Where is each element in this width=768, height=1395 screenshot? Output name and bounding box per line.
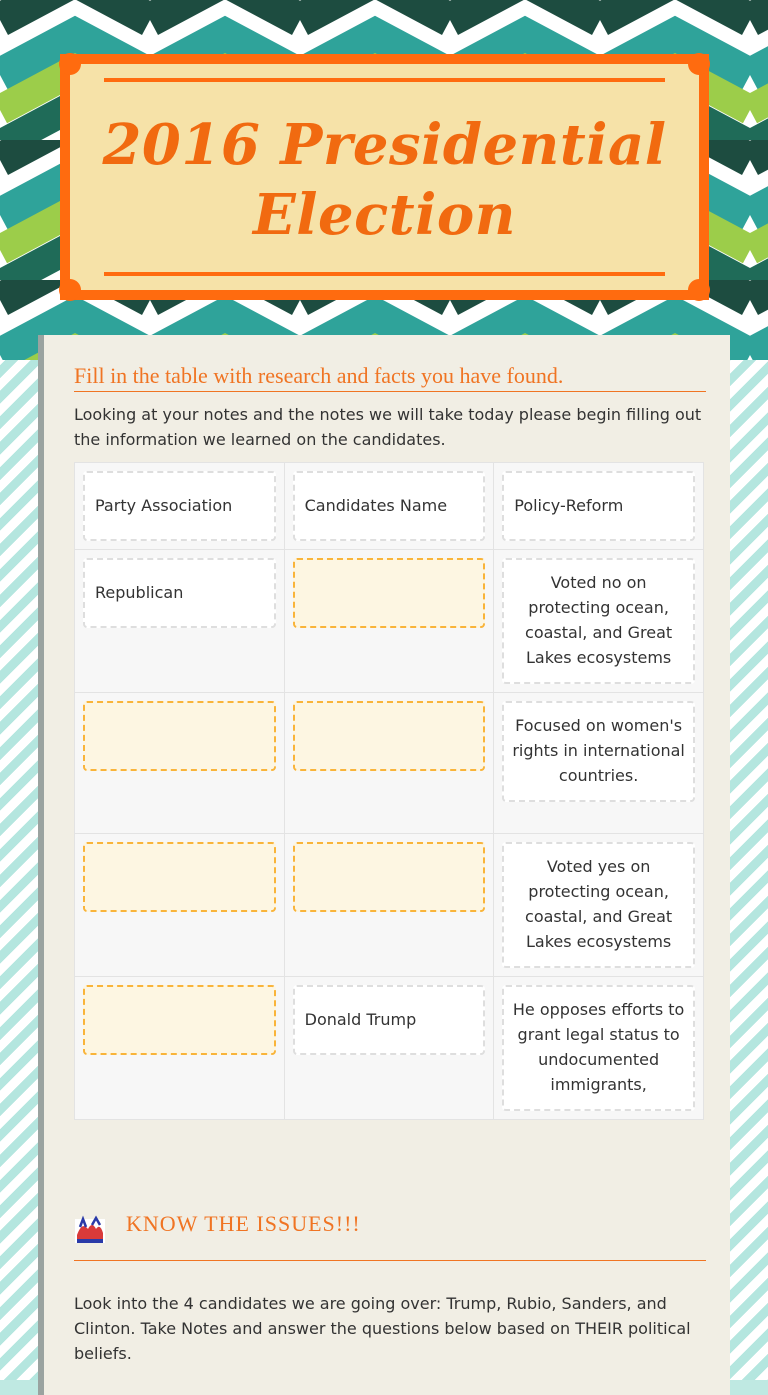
election-icon: [74, 1215, 106, 1247]
banner-corner: [688, 53, 710, 75]
issues-heading: KNOW THE ISSUES!!!: [126, 1211, 361, 1236]
party-drop-zone[interactable]: [83, 985, 276, 1055]
issues-text: Look into the 4 candidates we are going over: Trump, Rubio, Sanders, and Clinton. Take Notes and answer the questions below based on THEIR political beliefs.: [74, 1294, 691, 1363]
banner-rule-top: [104, 78, 665, 82]
table-row: [75, 550, 704, 693]
header-party-association[interactable]: Party Association: [83, 471, 276, 541]
page-title: 2016 Presidential Election: [102, 112, 667, 248]
candidates-table: [74, 462, 704, 1120]
title-banner-inner: [70, 64, 699, 290]
banner-corner: [688, 279, 710, 301]
title-banner: [60, 54, 709, 300]
header-policy-reform[interactable]: Policy-Reform: [502, 471, 695, 541]
fill-section-instructions: Looking at your notes and the notes we will take today please begin filling out the information we learned on the candidates.: [74, 405, 702, 449]
name-drop-zone[interactable]: [293, 558, 486, 628]
table-row: [75, 977, 704, 1120]
name-drop-zone[interactable]: [293, 842, 486, 912]
party-drop-zone[interactable]: [83, 842, 276, 912]
table-row: [75, 693, 704, 834]
policy-cell[interactable]: He opposes efforts to grant legal status to undocumented immigrants,: [502, 985, 695, 1111]
party-drop-zone[interactable]: [83, 701, 276, 771]
banner-rule-bottom: [104, 272, 665, 276]
policy-cell[interactable]: Focused on women's rights in international countries.: [502, 701, 695, 802]
policy-cell[interactable]: Voted yes on protecting ocean, coastal, and Great Lakes ecosystems: [502, 842, 695, 968]
party-cell[interactable]: Republican: [83, 558, 276, 628]
name-drop-zone[interactable]: [293, 701, 486, 771]
issues-divider: [74, 1260, 706, 1261]
table-header-row: [75, 463, 704, 550]
fill-section-heading: Fill in the table with research and facts you have found.: [74, 363, 706, 392]
header-candidates-name[interactable]: Candidates Name: [293, 471, 486, 541]
table-row: [75, 834, 704, 977]
banner-corner: [59, 279, 81, 301]
banner-corner: [59, 53, 81, 75]
worksheet-card: [38, 335, 730, 1395]
name-cell[interactable]: Donald Trump: [293, 985, 486, 1055]
policy-cell[interactable]: Voted no on protecting ocean, coastal, and Great Lakes ecosystems: [502, 558, 695, 684]
